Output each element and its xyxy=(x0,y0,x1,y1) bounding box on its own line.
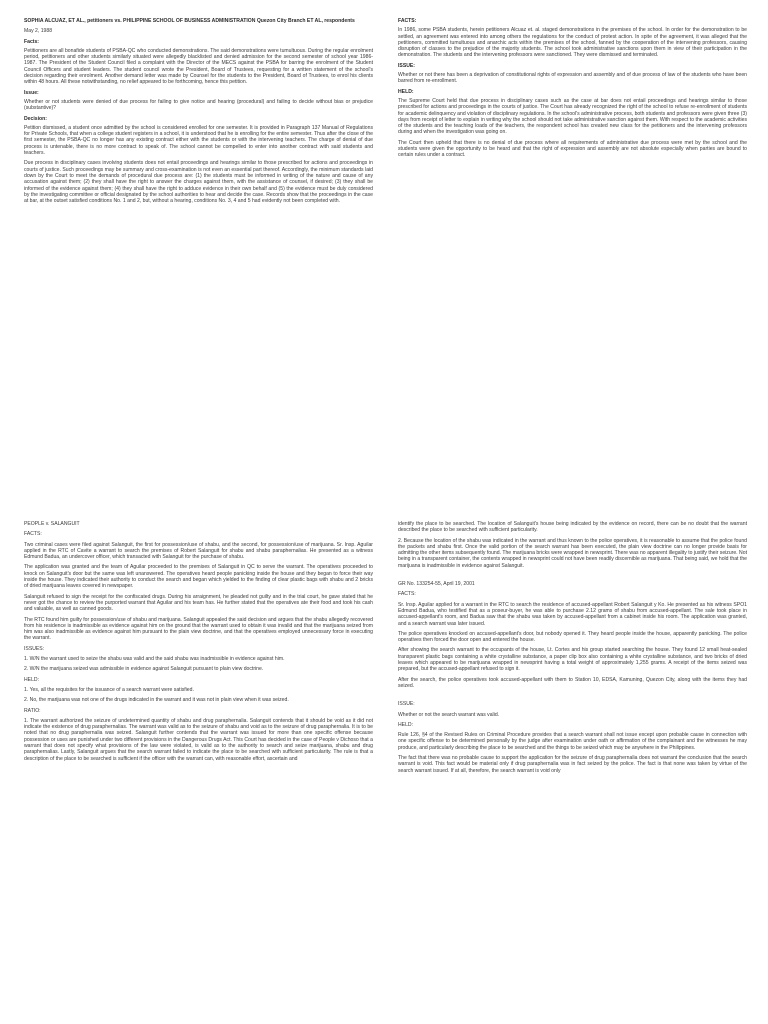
held-paragraph: The fact that there was no probable cause to support the application for the seizure of drug paraphernalia does not warrant the conclusion that the search warrant is void. This fact would be material only if drug paraphernalia was in fact seized by the police. The fact is that none was taken by virtue of the search warrant issued. If at all, therefore, the search warrant is void only xyxy=(398,755,747,774)
salanguit-column-right xyxy=(398,521,747,778)
facts-paragraph: Salanguit refused to sign the receipt for the confiscated drugs. During his arraignment, he pleaded not guilty and in the trial court, he gave stated that he never got the chance to review the purported warrant that Aguilar and his team has. He further stated that the operatives ate their food and took his cash and valuable, as well as canned goods. xyxy=(24,593,373,613)
facts-paragraph: After the search, the police operatives took accused-appellant with them to Station 10, EDSA, Kamuning, Quezon City, along with the items they had seized. xyxy=(398,676,747,689)
section-spacer xyxy=(398,693,747,701)
decision-heading: Decision: xyxy=(24,115,47,122)
ratio-paragraph: 2. Because the location of the shabu was indicated in the warrant and thus known to the police operatives, it is reasonable to assume that the police found the packets and shabu first. Once the valid portion of the search warrant has been executed, the plain view doctrine can no longer provide basis for admitting the other items subsequently found. The marijuana bricks were wrapped in newsprint. There was no apparent illegality to justify their seizure. Not being in a transparent container, the contents wrapped in newsprint could not have been readily discernible as marijuana. That being said, we hold that the marijuana is inadmissible in evidence against Salanguit. xyxy=(398,537,747,569)
issue-paragraph: Whether or not students were denied of due process for failing to give notice and hearing (procedural) and failing to decide without bias or prejudice (substantive)? xyxy=(24,98,373,112)
facts-paragraph: In 1986, some PSBA students, herein petitioners Alcuaz et. al. staged demonstrations in the premises of the school. In order for the demonstration to be settled, an agreement was entered into among others the regulations for the conduct of protest action. In spite of the agreement, it was alleged that the petitioners, committed tumultuous and anarchic acts within the premises of the school, fanned by the cooperation of the intervening professors, causing disruption of classes to the prejudice of the majority students. The school took administrative sanctions upon them in view of their participation in the demonstration. The students and the intervening professors were sanctioned. They were dismissed and terminated. xyxy=(398,27,747,59)
salanguit-column-left xyxy=(24,521,373,766)
held-item: 1. Yes, all the requisites for the issuance of a search warrant were satisfied. xyxy=(24,686,194,693)
facts-paragraph: Two criminal cases were filed against Salanguit, the first for possession/use of shabu, and the second, for possession/use of marijuana. Sr. Insp. Aguilar applied in the RTC of Cavite a warrant to search the premises of Robert Salanguit for shabu and shabu paraphernalias. He presented as a witness Edmund Badua, an undercover officer, which transacted with Salanguit for the purchase of shabu. xyxy=(24,541,373,561)
facts-paragraph: The RTC found him guilty for possession/use of shabu and marijuana. Salanguit appealed the said decision and argues that the shabu allegedly recovered from his residence is inadmissible as evidence against him on the ground that the warrant used to obtain it was invalid and that the marijuana seized from him was also inadmissible as evidence against him pursuant to the plain view doctrine, and that the operatives employed unnecessary force in executing the warrant. xyxy=(24,616,373,642)
held-heading: HELD: xyxy=(398,88,414,95)
held-paragraph: The Supreme Court held that due process in disciplinary cases such as the case at bar does not entail proceedings and hearings similar to those prescribed for actions and proceedings in the courts of justice. The Court has already recognized the right of the school to refuse re-enrollment of students for academic delinquency and violation of disciplinary regulations. In the school's administrative process, both students and professors were given three (3) days from receipt of letter to explain in writing why the school should not take administrative sanction against them. With respect to the academic activities of the students and the teaching loads of the teachers, the respondent school has created new class for the petitioners and the intervening professors during and when the investigation was going on. xyxy=(398,97,747,136)
issue-item: 2. W/N the marijuana seized was admissible in evidence against Salanguit pursuant to plain view doctrine. xyxy=(24,666,264,673)
facts-heading: FACTS: xyxy=(398,591,416,598)
held-heading: HELD: xyxy=(398,721,414,728)
held-paragraph: Rule 126, §4 of the Revised Rules on Criminal Procedure provides that a search warrant shall not issue except upon probable cause in connection with one specific offense to be determined personally by the judge after examination under oath or affirmation of the complainant and the witnesses he may produce, and particularly describing the place to be searched and the things to be seized which may be anywhere in the Philippines. xyxy=(398,732,747,751)
ratio-heading: RATIO: xyxy=(24,707,41,714)
issue-paragraph: Whether or not there has been a deprivation of constitutional rights of expression and assembly and of due process of law of the students who have been barred from re-enrollment. xyxy=(398,72,747,85)
issues-heading: ISSUES: xyxy=(24,645,45,652)
gr-citation: GR No. 133254-55, April 19, 2001 xyxy=(398,581,475,588)
facts-heading: FACTS: xyxy=(398,18,417,24)
facts-heading: Facts: xyxy=(24,38,40,45)
held-heading: HELD: xyxy=(24,676,40,683)
facts-paragraph: Petitioners are all bonafide students of PSBA-QC who conducted demonstrations. The said demonstrations were tumultuous. During the regular enrolment period, petitioners and other students similarly situated were allegedly blacklisted and denied admission for the second semester of school year 1986-1987. The President of the Student Council filed a complaint with the Director of the MECS against the PSBA for barring the enrolment of the Student Council Officers and student leaders. The student council wrote the President, Board of Trustees, requesting for a written statement of the school's decision regarding their enrolment. Another demand letter was made by Counsel for the students to the President, Board of Trustees, to enrol his clients within 48 hours. All these notwithstanding, no relief appeared to be forthcoming, hence this petition. xyxy=(24,47,373,86)
held-item: 2. No, the marijuana was not one of the drugs indicated in the warrant and it was not in plain view when it was seized. xyxy=(24,697,289,704)
issue-heading: Issue: xyxy=(24,89,39,96)
issue-item: 1. W/N the warrant used to seize the shabu was valid and the said shabu was inadmissible in evidence against him. xyxy=(24,656,285,663)
case-title: SOPHIA ALCUAZ, ET AL., petitioners vs. PHILIPPINE SCHOOL OF BUSINESS ADMINISTRATION Quezon City Branch ET AL, respondents xyxy=(24,18,355,24)
ratio-paragraph: 1. The warrant authorized the seizure of undetermined quantity of shabu and drug paraphernalia. Salanguit contends that it should be void as it did not indicate the existence of drug paraphernalias. The warrant was valid as to the seizure of shabu and void as to the seizure of drug paraphernalia. It is to be noted that no drug paraphernalia was seized. Salanguit further contends that the warrant was issued for more than one specific offense because possession or uses are punished under two different provisions in the Dangerous Drugs Act. This Court has decided in the case of People v Dichoso that a warrant that does not specify what provisions of the law were violated, is valid as to the authority to search and seize marijuana, shabu and drug paraphernalias. Lastly, Salanguit argues that the search warrant failed to indicate the place to be searched with sufficient particularity. The rule is that a description of the place to be searched is sufficient if the officer with the warrant can, with reasonable effort, ascertain and xyxy=(24,717,373,762)
issue-heading: ISSUE: xyxy=(398,701,415,708)
alcuaz-column-left xyxy=(24,18,373,208)
held-paragraph: The Court then upheld that there is no denial of due process where all requirements of administrative due process were met by the school and the students were given the opportunity to be heard and that the right of expression and assembly are not absolute especially when parties are bound to certain rules under a contract. xyxy=(398,139,747,159)
facts-paragraph: After showing the search warrant to the occupants of the house, Lt. Cortes and his group started searching the house. They found 12 small heat-sealed transparent plastic bags containing a white crystalline substance, a paper clip box also containing a white crystalline substance, and two bricks of dried leaves which appeared to be marijuana wrapped in newsprint having a total weight of approximately 1,255 grams. A receipt of the items seized was prepared, but the accused-appellant refused to sign it. xyxy=(398,647,747,673)
issue-paragraph: Whether or not the search warrant was valid. xyxy=(398,711,500,718)
ratio-paragraph-continued: identify the place to be searched. The location of Salanguit's house being indicated by the evidence on record, there can be no doubt that the warrant described the place to be searched with sufficient particularity. xyxy=(398,521,747,534)
facts-paragraph: The application was granted and the team of Aguilar proceeded to the premises of Salanguit in QC to serve the warrant. The operatives proceeded to knock on Salanguit's door but the same was left unanswered. The operatives heard people panicking inside the house and they began to force their way inside the house. They indicated their authority to conduct the search and began which yielded to the finding of clear plastic bags with shabu and 2 bricks of dried marijuana leaves covered in newspaper. xyxy=(24,564,373,590)
alcuaz-column-right xyxy=(398,18,747,163)
issue-heading: ISSUE: xyxy=(398,62,415,69)
case-date: May 2, 1988 xyxy=(24,28,53,35)
facts-paragraph: Sr. Insp. Aguilar applied for a warrant in the RTC to search the residence of accused-appellant Robert Salanguit y Ko. He presented as his witness SPO1 Edmund Badua, who testified that as a poseur-buyer, he was able to purchase 2.12 grams of shabu from accused-appellant. The sale took place in accused-appellant's room, and Badua saw that the shabu was taken by accused-appellant from a cabinet inside his room. The application was granted, and a search warrant was later issued. xyxy=(398,601,747,627)
case-title: PEOPLE v. SALANGUIT xyxy=(24,521,80,527)
decision-paragraph: Due process in disciplinary cases involving students does not entail proceedings and hearings similar to those prescribed for actions and proceedings in courts of justice. Such proceedings may be summary and cross-examination is not even an essential part thereof. Accordingly, the minimum standards laid down by the Court to meet the demands of procedural due process are: (1) the students must be informed in writing of the nature and cause of any accusation against them; (2) they shall have the right to answer the charges against them, with the assistance of counsel, if desired; (3) they shall be informed of the evidence against them; (4) they shall have the right to adduce evidence in their own behalf and (5) the evidence must be duly considered by the investigating committee or official designated by the school authorities to hear and decide the case. Records show that the proceedings in the case at bar, at the outset satisfied conditions No. 1 and 2, but, without a hearing, conditions No. 3, 4 and 5 had evidently not been completed with. xyxy=(24,160,373,205)
section-spacer xyxy=(398,573,747,581)
facts-heading: FACTS: xyxy=(24,531,42,538)
facts-paragraph: The police operatives knocked on accused-appellant's door, but nobody opened it. They heard people inside the house, apparently panicking. The police operatives then forced the door open and entered the house. xyxy=(398,630,747,644)
decision-paragraph: Petition dismissed, a student once admitted by the school is considered enrolled for one semester. It is provided in Paragraph 137 Manual of Regulations for Private Schools, that when a college student registers in a school, it is understood that he is enrolling for the entire semester. Thus after the close of the first semester, the PSBA-QC no longer has any existing contract either with the students or with the intervening teachers. The charge of denial of due process is untenable, there is no more contract to speak of. The school cannot be compelled to enter into another contract with said students and teachers. xyxy=(24,124,373,157)
